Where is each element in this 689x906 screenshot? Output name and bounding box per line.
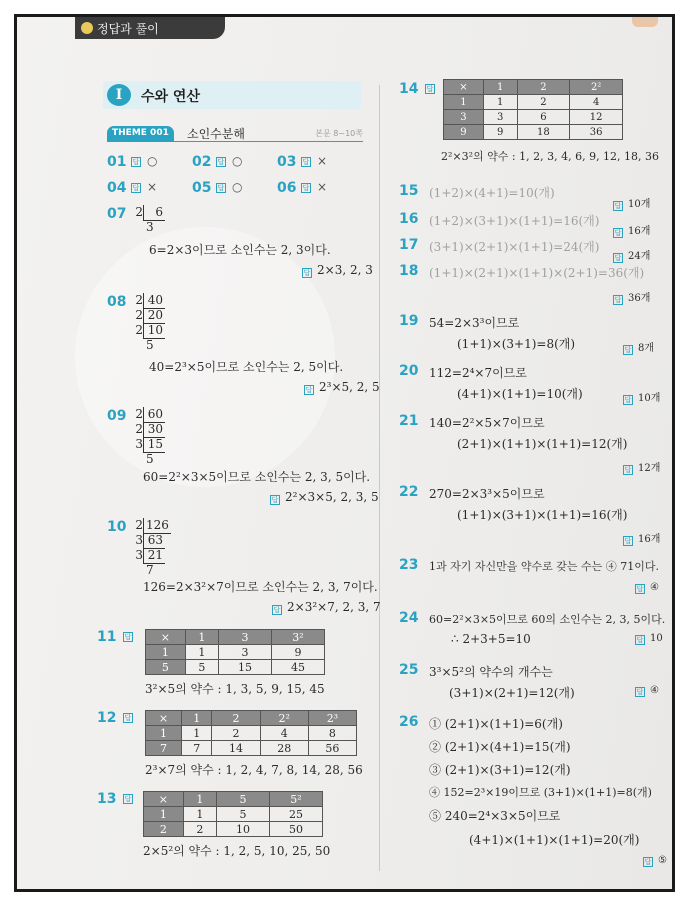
q04-answer: × xyxy=(147,180,158,194)
divisor: 3 xyxy=(135,533,143,547)
table-cell: 1 xyxy=(444,95,484,110)
q26-option-3: ③ (2+1)×(3+1)=12(개) xyxy=(429,763,571,777)
q18-answer xyxy=(613,289,650,304)
q26-number: 26 xyxy=(399,714,419,730)
q08-division xyxy=(133,293,165,353)
q16-explanation: (1+2)×(3+1)×(1+1)=16(개) xyxy=(429,214,600,228)
q14-number: 14 xyxy=(399,81,419,97)
q15-answer xyxy=(613,195,650,210)
table-cell: 1 xyxy=(182,726,212,741)
q19-answer xyxy=(623,339,654,354)
table-cell: 3² xyxy=(272,630,325,645)
column-divider xyxy=(379,85,380,871)
q21-number: 21 xyxy=(399,413,419,429)
q10-answer-text: 2×3²×7, 2, 3, 7 xyxy=(287,600,381,614)
q23-explanation: 1과 자기 자신만을 약수로 갖는 수는 ④ 71이다. xyxy=(429,560,659,573)
table-cell: 7 xyxy=(182,741,212,756)
answer-icon: 답 xyxy=(624,466,632,474)
answer-icon: 답 xyxy=(426,85,434,93)
page-banner xyxy=(75,17,225,39)
q07-answer xyxy=(302,263,373,277)
q20-answer xyxy=(623,389,660,404)
q19-line2: (1+1)×(3+1)=8(개) xyxy=(457,337,576,351)
q26-option-4: ④ 152=2³×19이므로 (3+1)×(1+1)=8(개) xyxy=(429,786,652,799)
q12-number: 12 xyxy=(97,710,117,726)
answer-icon: 답 xyxy=(302,184,310,192)
table-cell: 4 xyxy=(570,95,623,110)
q24-number: 24 xyxy=(399,610,419,626)
q03-answer: × xyxy=(317,154,328,168)
chapter-title: 수와 연산 xyxy=(141,89,200,105)
banner-dot-icon xyxy=(81,22,93,34)
q22-line2: (1+1)×(3+1)×(1+1)=16(개) xyxy=(457,508,628,522)
answer-icon: 답 xyxy=(614,202,622,210)
table-cell: 3 xyxy=(219,645,272,660)
answer-icon: 답 xyxy=(271,496,279,504)
q20-line1: 112=2⁴×7이므로 xyxy=(429,366,527,380)
q26-option-5-calc: (4+1)×(1+1)×(1+1)=20(개) xyxy=(469,833,640,847)
table-cell: 3 xyxy=(483,110,517,125)
table-cell: 1 xyxy=(182,711,212,726)
q14-table xyxy=(443,79,623,140)
table-cell: 2 xyxy=(212,726,260,741)
q05-number: 05 xyxy=(192,180,212,196)
q16-answer xyxy=(613,222,650,237)
table-cell: 2 xyxy=(517,95,570,110)
photo-frame xyxy=(14,14,675,892)
table-cell: 9 xyxy=(272,645,325,660)
dividend: 21 xyxy=(143,548,165,564)
table-cell: 1 xyxy=(185,645,218,660)
dividend: 30 xyxy=(143,422,165,438)
table-cell: 1 xyxy=(483,80,517,95)
table-cell: 5 xyxy=(217,792,270,807)
table-cell: 1 xyxy=(183,792,216,807)
q07-division xyxy=(133,205,165,235)
table-cell: × xyxy=(146,630,186,645)
table-cell: 2³ xyxy=(308,711,356,726)
q09-division xyxy=(133,407,165,467)
q25-line2: (3+1)×(2+1)=12(개) xyxy=(449,686,575,700)
q20-number: 20 xyxy=(399,363,419,379)
table-cell: 2² xyxy=(260,711,308,726)
answer-icon: 답 xyxy=(636,688,644,696)
theme-title: 소인수분해 xyxy=(187,127,245,141)
q01-number: 01 xyxy=(107,154,127,170)
q25-answer xyxy=(635,685,659,696)
q05-answer: ○ xyxy=(232,180,243,194)
q24-answer-text: 10 xyxy=(650,633,663,644)
q07-explanation: 6=2×3이므로 소인수는 2, 3이다. xyxy=(149,243,331,257)
table-cell: × xyxy=(444,80,484,95)
dividend: 63 xyxy=(143,533,165,549)
answer-icon: 답 xyxy=(132,184,140,192)
q16-answer-text: 16개 xyxy=(628,226,651,237)
q23-answer-text: ④ xyxy=(650,582,659,593)
q04-number: 04 xyxy=(107,180,127,196)
answer-page xyxy=(17,17,672,889)
divisor: 2 xyxy=(135,308,143,322)
q25-line1: 3³×5²의 약수의 개수는 xyxy=(429,665,553,679)
q17-explanation: (3+1)×(2+1)×(1+1)=24(개) xyxy=(429,240,600,254)
q07-answer-text: 2×3, 2, 3 xyxy=(317,263,373,277)
answer-icon: 답 xyxy=(124,795,132,803)
table-cell: 3 xyxy=(219,630,272,645)
answer-icon: 답 xyxy=(132,158,140,166)
q19-line1: 54=2×3³이므로 xyxy=(429,316,520,330)
table-cell: 2 xyxy=(183,822,216,837)
q06-answer: × xyxy=(317,180,328,194)
table-cell: 50 xyxy=(270,822,323,837)
q08-number: 08 xyxy=(107,294,127,310)
q02-answer: ○ xyxy=(232,154,243,168)
table-cell: 5² xyxy=(270,792,323,807)
q13-divisors: 2×5²의 약수 : 1, 2, 5, 10, 25, 50 xyxy=(143,844,331,858)
q21-line1: 140=2²×5×7이므로 xyxy=(429,416,545,430)
q12-divisors: 2³×7의 약수 : 1, 2, 4, 7, 8, 14, 28, 56 xyxy=(145,763,363,777)
q21-answer xyxy=(623,459,660,474)
q15-answer-text: 10개 xyxy=(628,199,651,210)
answer-icon: 답 xyxy=(305,386,313,394)
q26-option-2: ② (2+1)×(4+1)=15(개) xyxy=(429,740,571,754)
answer-icon: 답 xyxy=(624,346,632,354)
q15-explanation: (1+2)×(4+1)=10(개) xyxy=(429,186,555,200)
q07-number: 07 xyxy=(107,206,127,222)
q10-division xyxy=(133,518,171,578)
table-cell: 36 xyxy=(570,125,623,140)
answer-icon: 답 xyxy=(624,537,632,545)
divisor: 2 xyxy=(135,407,143,421)
table-cell: 18 xyxy=(517,125,570,140)
q22-answer-text: 16개 xyxy=(638,534,661,545)
q25-number: 25 xyxy=(399,662,419,678)
q24-line2: ∴ 2+3+5=10 xyxy=(451,632,531,646)
answer-icon: 답 xyxy=(217,184,225,192)
q18-number: 18 xyxy=(399,263,419,279)
q24-line1: 60=2²×3×5이므로 60의 소인수는 2, 3, 5이다. xyxy=(429,613,666,626)
q11-number: 11 xyxy=(97,629,117,645)
q11-divisors: 3²×5의 약수 : 1, 3, 5, 9, 15, 45 xyxy=(145,682,325,696)
table-cell: 14 xyxy=(212,741,260,756)
q26-option-1: ① (2+1)×(1+1)=6(개) xyxy=(429,717,563,731)
q14-divisors: 2²×3²의 약수 : 1, 2, 3, 4, 6, 9, 12, 18, 36 xyxy=(441,150,660,163)
q08-explanation: 40=2³×5이므로 소인수는 2, 5이다. xyxy=(149,360,344,374)
dividend: 20 xyxy=(143,308,165,324)
table-cell: × xyxy=(146,711,182,726)
q23-number: 23 xyxy=(399,557,419,573)
q17-answer xyxy=(613,247,650,262)
divisor: 2 xyxy=(135,323,143,337)
table-cell: 7 xyxy=(146,741,182,756)
q24-answer xyxy=(635,633,663,644)
q21-line2: (2+1)×(1+1)×(1+1)=12(개) xyxy=(457,437,628,451)
table-cell: 56 xyxy=(308,741,356,756)
dividend: 40 xyxy=(143,293,165,309)
q16-number: 16 xyxy=(399,211,419,227)
q09-answer-text: 2²×3×5, 2, 3, 5 xyxy=(285,490,379,504)
dividend: 15 xyxy=(143,437,165,453)
chapter-number: I xyxy=(107,84,131,106)
table-cell: 9 xyxy=(483,125,517,140)
q26-answer xyxy=(643,855,667,866)
chapter-header xyxy=(103,81,361,109)
answer-icon: 답 xyxy=(614,229,622,237)
q10-number: 10 xyxy=(107,519,127,535)
q25-answer-text: ④ xyxy=(650,685,659,696)
q20-line2: (4+1)×(1+1)=10(개) xyxy=(457,387,583,401)
q17-answer-text: 24개 xyxy=(628,251,651,262)
q18-answer-text: 36개 xyxy=(628,293,651,304)
q23-answer xyxy=(635,582,659,593)
q21-answer-text: 12개 xyxy=(638,463,661,474)
q09-number: 09 xyxy=(107,408,127,424)
answer-icon: 답 xyxy=(624,396,632,404)
q22-number: 22 xyxy=(399,484,419,500)
table-cell: 4 xyxy=(260,726,308,741)
q10-explanation: 126=2×3²×7이므로 소인수는 2, 3, 7이다. xyxy=(143,580,378,594)
divisor: 2 xyxy=(135,422,143,436)
q06-number: 06 xyxy=(277,180,297,196)
q15-number: 15 xyxy=(399,183,419,199)
divisor: 2 xyxy=(135,518,143,532)
table-cell: 1 xyxy=(183,807,216,822)
table-cell: 1 xyxy=(146,726,182,741)
theme-header xyxy=(107,126,363,142)
theme-badge: THEME 001 xyxy=(107,126,174,141)
table-cell: 1 xyxy=(146,645,186,660)
q19-number: 19 xyxy=(399,313,419,329)
q11-table xyxy=(145,629,325,675)
table-cell: 25 xyxy=(270,807,323,822)
banner-text: 정답과 풀이 xyxy=(97,22,159,36)
q18-explanation: (1+1)×(2+1)×(1+1)×(2+1)=36(개) xyxy=(429,266,645,280)
answer-icon: 답 xyxy=(302,158,310,166)
table-cell: 12 xyxy=(570,110,623,125)
table-cell: 1 xyxy=(144,807,184,822)
q13-number: 13 xyxy=(97,791,117,807)
divisor: 3 xyxy=(135,437,143,451)
table-cell: × xyxy=(144,792,184,807)
q22-answer xyxy=(623,530,660,545)
q12-table xyxy=(145,710,357,756)
table-cell: 8 xyxy=(308,726,356,741)
q13-table xyxy=(143,791,323,837)
table-cell: 28 xyxy=(260,741,308,756)
dividend: 60 xyxy=(143,407,165,423)
answer-icon: 답 xyxy=(124,714,132,722)
dividend: 6 xyxy=(143,205,165,221)
q26-answer-text: ⑤ xyxy=(658,855,667,866)
q03-number: 03 xyxy=(277,154,297,170)
table-cell: 5 xyxy=(146,660,186,675)
q19-answer-text: 8개 xyxy=(638,343,655,354)
table-cell: 2² xyxy=(570,80,623,95)
answer-icon: 답 xyxy=(614,254,622,262)
table-cell: 9 xyxy=(444,125,484,140)
table-cell: 2 xyxy=(212,711,260,726)
quotient: 5 xyxy=(146,452,154,466)
answer-icon: 답 xyxy=(614,296,622,304)
corner-tab xyxy=(632,17,658,27)
q17-number: 17 xyxy=(399,237,419,253)
table-cell: 3 xyxy=(444,110,484,125)
q08-answer-text: 2³×5, 2, 5 xyxy=(319,380,380,394)
watermark-circle xyxy=(75,227,335,487)
theme-page-ref: 본문 8~10쪽 xyxy=(315,129,363,138)
dividend: 126 xyxy=(143,518,171,534)
q08-answer xyxy=(304,380,380,394)
table-cell: 15 xyxy=(219,660,272,675)
table-cell: 5 xyxy=(217,807,270,822)
q10-answer xyxy=(272,600,381,614)
answer-icon: 답 xyxy=(217,158,225,166)
table-cell: 2 xyxy=(517,80,570,95)
table-cell: 10 xyxy=(217,822,270,837)
dividend: 10 xyxy=(143,323,165,339)
answer-icon: 답 xyxy=(636,585,644,593)
answer-icon: 답 xyxy=(644,858,652,866)
answer-icon: 답 xyxy=(124,633,132,641)
divisor: 2 xyxy=(135,205,143,219)
q26-option-5: ⑤ 240=2⁴×3×5이므로 xyxy=(429,809,561,823)
q01-answer: ○ xyxy=(147,154,158,168)
q09-answer xyxy=(270,490,379,504)
table-cell: 5 xyxy=(185,660,218,675)
table-cell: 2 xyxy=(144,822,184,837)
answer-icon: 답 xyxy=(636,636,644,644)
quotient: 3 xyxy=(146,220,154,234)
q02-number: 02 xyxy=(192,154,212,170)
table-cell: 1 xyxy=(185,630,218,645)
q09-explanation: 60=2²×3×5이므로 소인수는 2, 3, 5이다. xyxy=(143,470,371,484)
divisor: 3 xyxy=(135,548,143,562)
table-cell: 1 xyxy=(483,95,517,110)
quotient: 5 xyxy=(146,338,154,352)
answer-icon: 답 xyxy=(273,606,281,614)
divisor: 2 xyxy=(135,293,143,307)
q22-line1: 270=2×3³×5이므로 xyxy=(429,487,545,501)
quotient: 7 xyxy=(146,563,154,577)
table-cell: 6 xyxy=(517,110,570,125)
answer-icon: 답 xyxy=(303,269,311,277)
q20-answer-text: 10개 xyxy=(638,393,661,404)
table-cell: 45 xyxy=(272,660,325,675)
